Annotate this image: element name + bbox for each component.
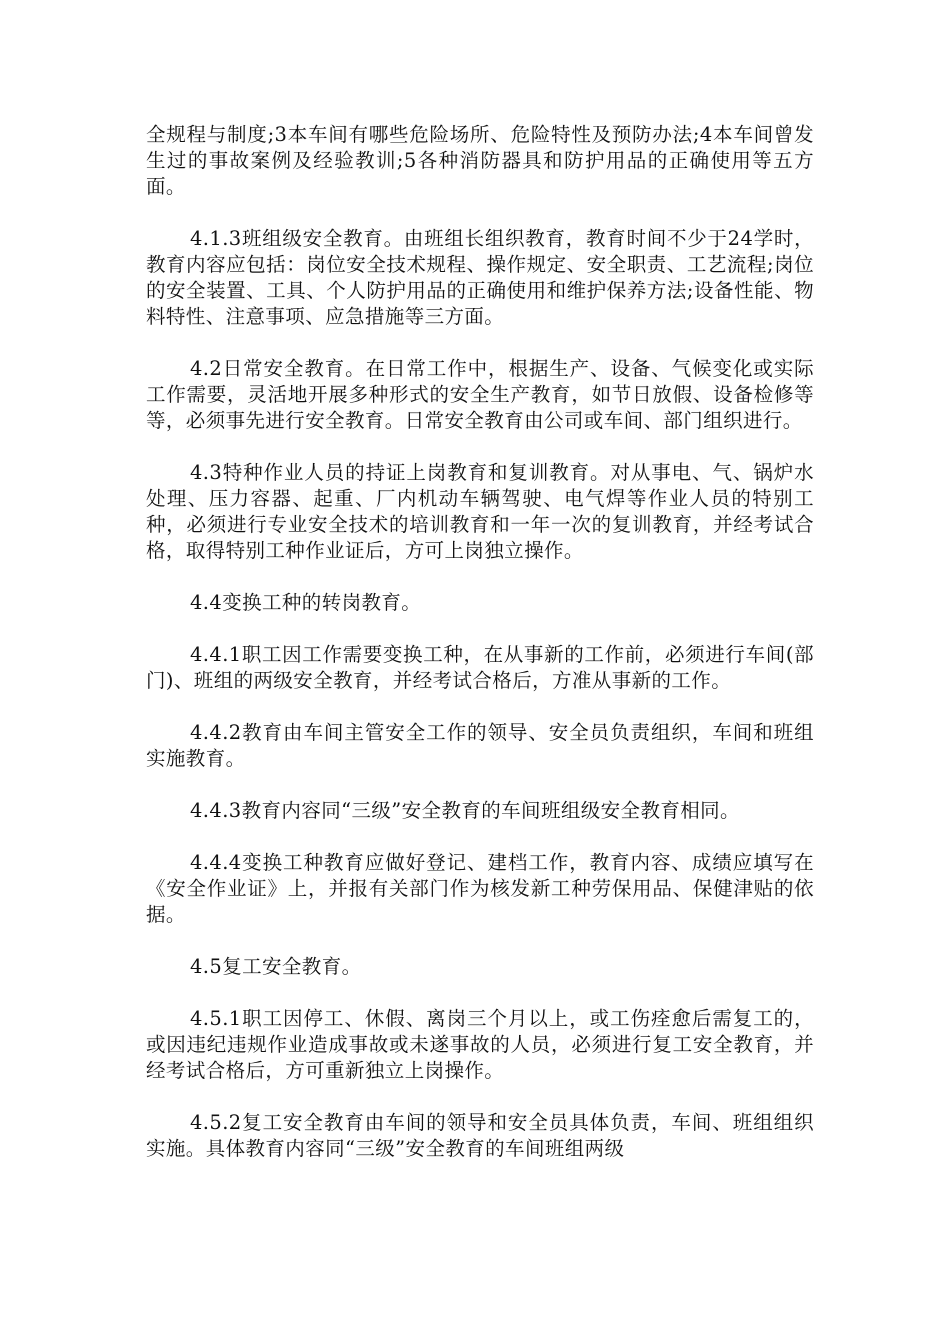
paragraph-continuation: 全规程与制度;3本车间有哪些危险场所、危险特性及预防办法;4本车间曾发生过的事故案例及经验教训;5各种消防器具和防护用品的正确使用等五方面。 [146,123,814,198]
paragraph-4-4-4: 4.4.4变换工种教育应做好登记、建档工作，教育内容、成绩应填写在《安全作业证》上，并报有关部门作为核发新工种劳保用品、保健津贴的依据。 [146,851,814,926]
paragraph-4-5-2: 4.5.2复工安全教育由车间的领导和安全员具体负责，车间、班组组织实施。具体教育内容同“三级”安全教育的车间班组两级 [146,1111,814,1160]
paragraph-4-1-3: 4.1.3班组级安全教育。由班组长组织教育，教育时间不少于24学时，教育内容应包括：岗位安全技术规程、操作规定、安全职责、工艺流程;岗位的安全装置、工具、个人防护用品的正确使用和维护保养方法;设备性能、物料特性、注意事项、应急措施等三方面。 [146,227,814,328]
paragraph-4-3: 4.3特种作业人员的持证上岗教育和复训教育。对从事电、气、锅炉水处理、压力容器、起重、厂内机动车辆驾驶、电气焊等作业人员的特别工种，必须进行专业安全技术的培训教育和一年一次的复训教育，并经考试合格，取得特别工种作业证后，方可上岗独立操作。 [146,461,814,562]
paragraph-4-4: 4.4变换工种的转岗教育。 [190,591,422,614]
document-body [146,122,814,1188]
paragraph-4-4-3: 4.4.3教育内容同“三级”安全教育的车间班组级安全教育相同。 [190,799,740,822]
paragraph-4-4-1: 4.4.1职工因工作需要变换工种，在从事新的工作前，必须进行车间(部门)、班组的两级安全教育，并经考试合格后，方准从事新的工作。 [146,643,814,692]
paragraph-4-4-2: 4.4.2教育由车间主管安全工作的领导、安全员负责组织，车间和班组实施教育。 [146,721,814,770]
paragraph-4-5-1: 4.5.1职工因停工、休假、离岗三个月以上，或工伤痊愈后需复工的，或因违纪违规作业造成事故或未遂事故的人员，必须进行复工安全教育，并经考试合格后，方可重新独立上岗操作。 [146,1007,814,1082]
paragraph-4-5: 4.5复工安全教育。 [190,955,362,978]
paragraph-4-2: 4.2日常安全教育。在日常工作中，根据生产、设备、气候变化或实际工作需要，灵活地开展多种形式的安全生产教育，如节日放假、设备检修等等，必须事先进行安全教育。日常安全教育由公司或车间、部门组织进行。 [146,357,814,432]
